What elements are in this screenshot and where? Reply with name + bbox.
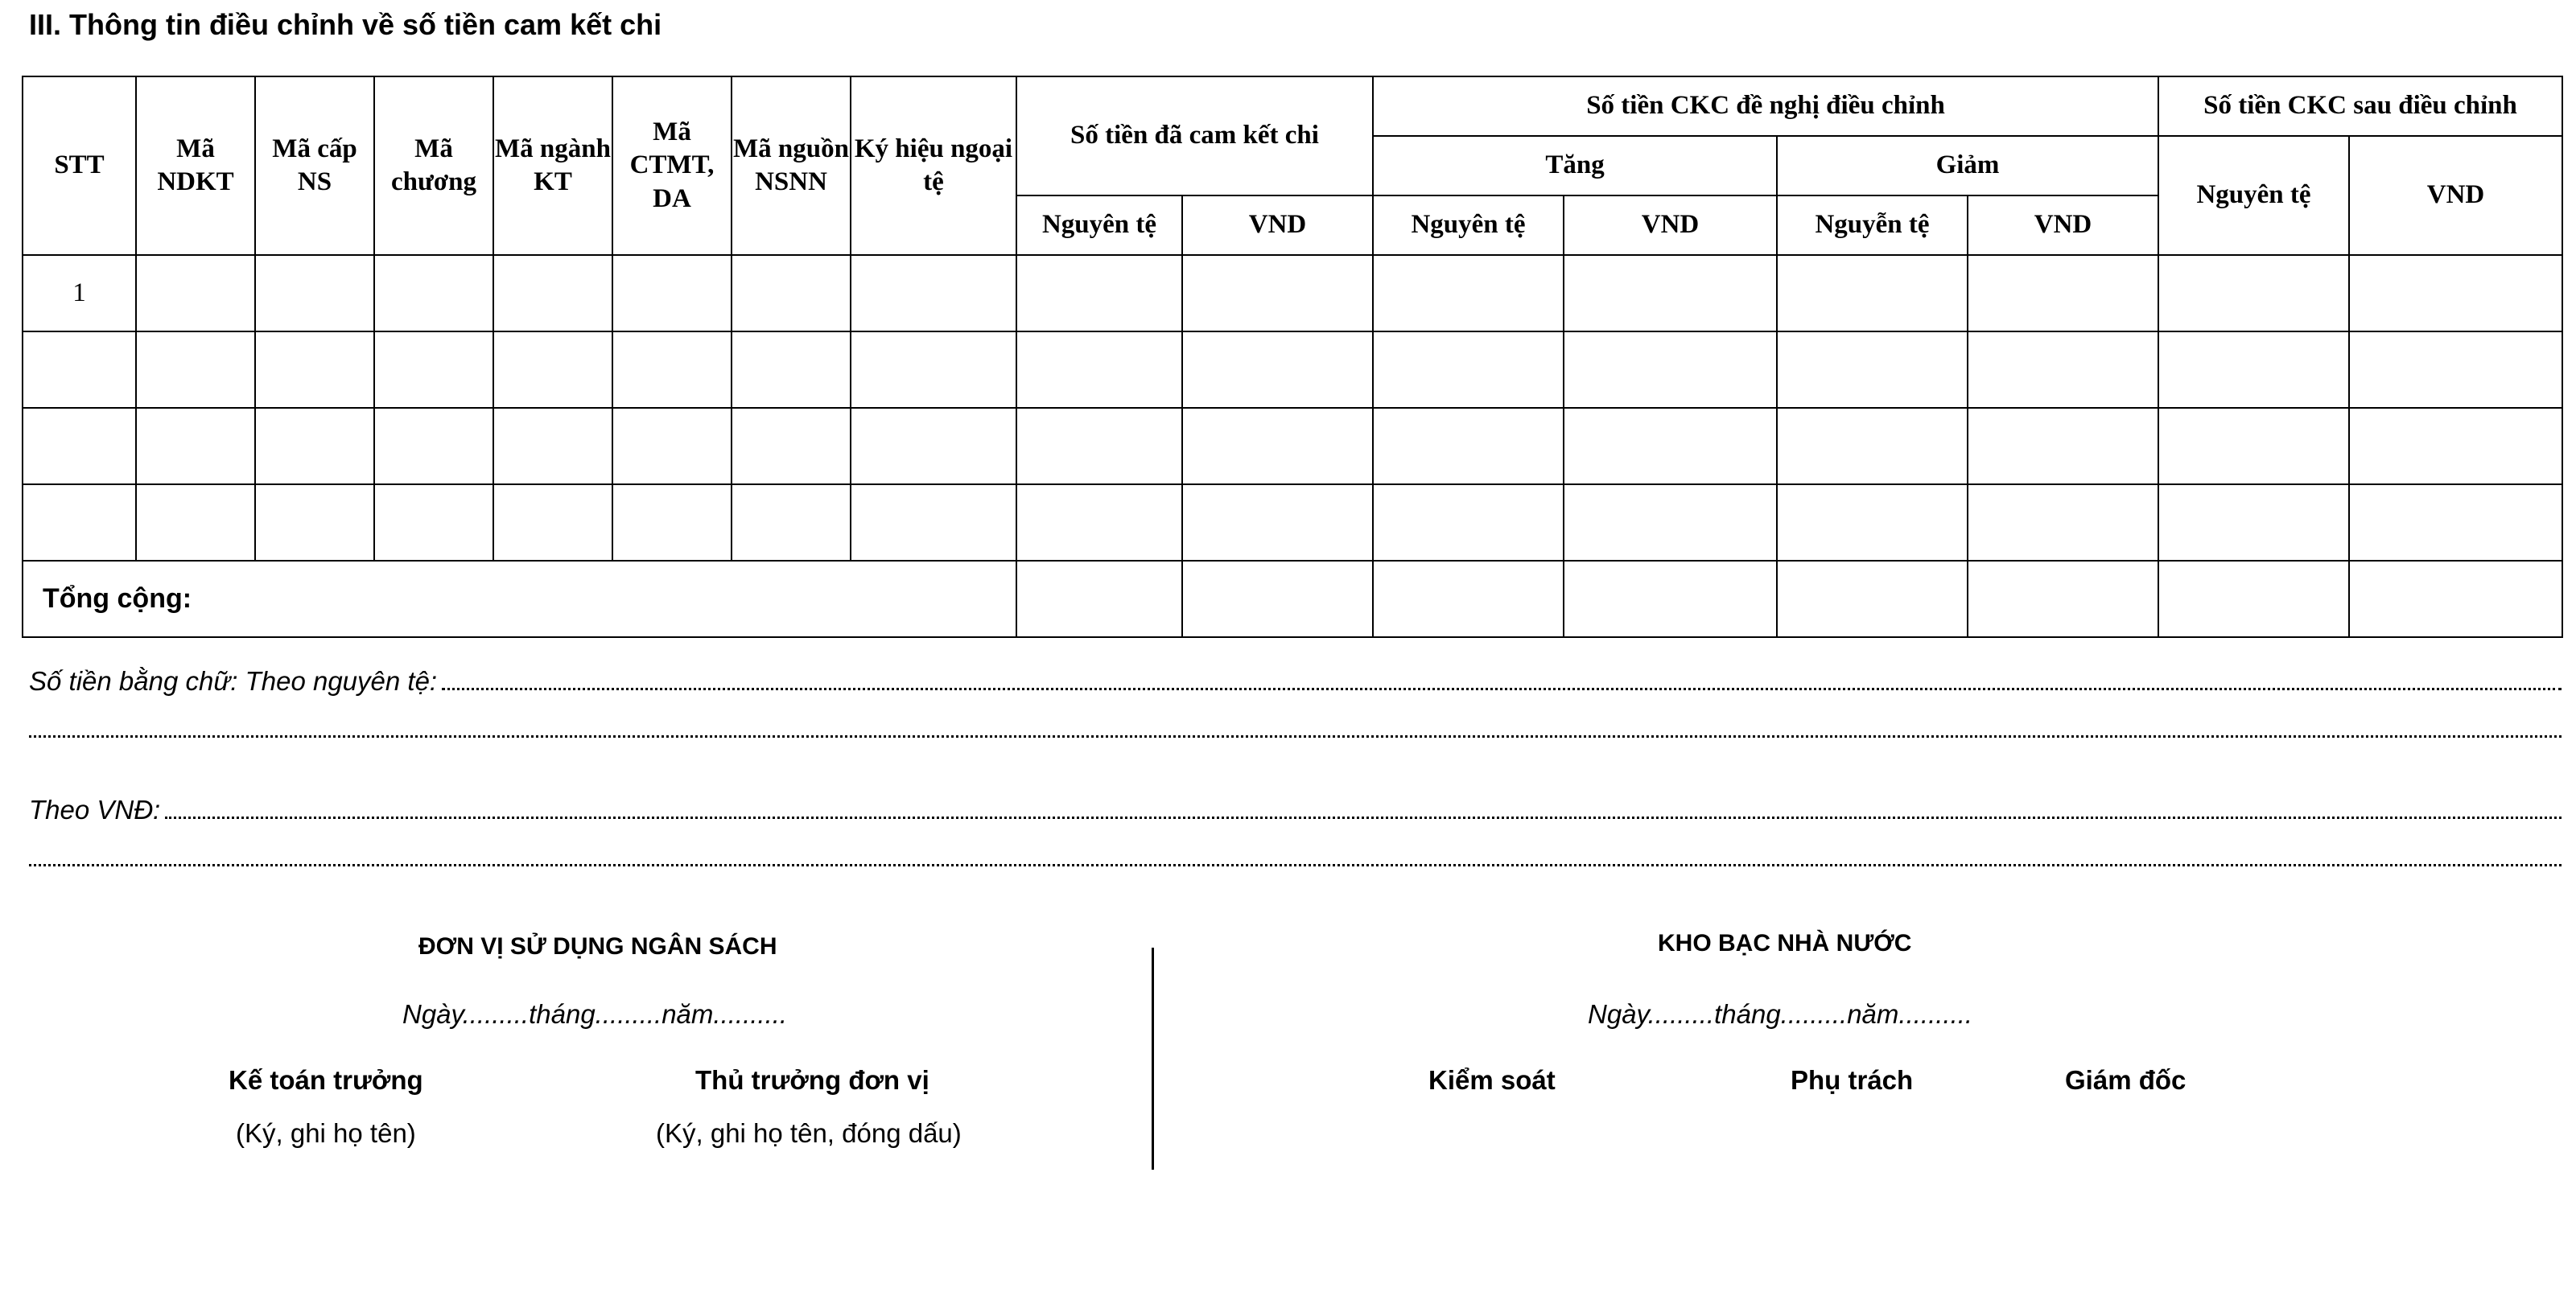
header-nguyen-te-decrease: Nguyễn tệ [1777, 195, 1968, 255]
header-so-tien-ckc-sau: Số tiền CKC sau điều chỉnh [2158, 76, 2562, 136]
row-stt [23, 408, 136, 484]
amount-words-original-line [29, 666, 2562, 697]
header-so-tien-ckc-de-nghi: Số tiền CKC đề nghị điều chỉnh [1373, 76, 2158, 136]
director-title: Giám đốc [2065, 1065, 2187, 1095]
header-ma-cap-ns: Mã cấp NS [255, 76, 374, 255]
unit-name-left: ĐƠN VỊ SỬ DỤNG NGÂN SÁCH [418, 933, 777, 960]
amount-words-continuation-line [29, 729, 2562, 744]
header-ma-chuong: Mã chương [374, 76, 493, 255]
header-nguyen-te-committed: Nguyên tệ [1016, 195, 1182, 255]
control-title: Kiểm soát [1428, 1065, 1556, 1095]
unit-name-right: KHO BẠC NHÀ NƯỚC [1658, 930, 1912, 957]
row-stt [23, 331, 136, 408]
header-ma-ctmt-da: Mã CTMT, DA [612, 76, 732, 255]
date-left: Ngày.........tháng.........năm.......... [402, 999, 788, 1029]
total-row [23, 561, 2562, 637]
amount-words-vnd-line [29, 795, 2562, 825]
head-of-unit-title: Thủ trưởng đơn vị [695, 1065, 929, 1095]
amount-words-vnd-label: Theo VNĐ: [29, 795, 161, 825]
header-vnd-after: VND [2349, 136, 2562, 255]
head-of-unit-note: (Ký, ghi họ tên, đóng dấu) [656, 1118, 962, 1148]
header-stt: STT [23, 76, 136, 255]
header-giam: Giảm [1777, 136, 2158, 195]
signature-divider [1152, 948, 1154, 1170]
date-right: Ngày.........tháng.........năm.......... [1588, 999, 1973, 1029]
table-row [23, 484, 2562, 561]
table-row [23, 331, 2562, 408]
chief-accountant-note: (Ký, ghi họ tên) [236, 1118, 416, 1148]
header-vnd-increase: VND [1564, 195, 1777, 255]
header-nguyen-te-after: Nguyên tệ [2158, 136, 2349, 255]
in-charge-title: Phụ trách [1791, 1065, 1914, 1095]
row-stt: 1 [23, 255, 136, 331]
adjustment-table [22, 76, 2563, 638]
table-row [23, 408, 2562, 484]
total-label: Tổng cộng: [23, 561, 1016, 637]
header-ma-nguon-nsnn: Mã nguồn NSNN [732, 76, 851, 255]
header-so-tien-da-ckc: Số tiền đã cam kết chi [1016, 76, 1373, 195]
amount-words-vnd-continuation-line [29, 858, 2562, 873]
header-ky-hieu-ngoai-te: Ký hiệu ngoại tệ [851, 76, 1016, 255]
amount-words-original-label: Số tiền bằng chữ: Theo nguyên tệ: [29, 666, 438, 696]
header-tang: Tăng [1373, 136, 1777, 195]
header-nguyen-te-increase: Nguyên tệ [1373, 195, 1564, 255]
chief-accountant-title: Kế toán trưởng [229, 1065, 423, 1095]
header-ma-ndkt: Mã NDKT [136, 76, 255, 255]
row-stt [23, 484, 136, 561]
header-ma-nganh-kt: Mã ngành KT [493, 76, 612, 255]
section-title: III. Thông tin điều chỉnh về số tiền cam kết chi [29, 8, 662, 41]
header-vnd-decrease: VND [1968, 195, 2158, 255]
header-vnd-committed: VND [1182, 195, 1373, 255]
table-row [23, 255, 2562, 331]
